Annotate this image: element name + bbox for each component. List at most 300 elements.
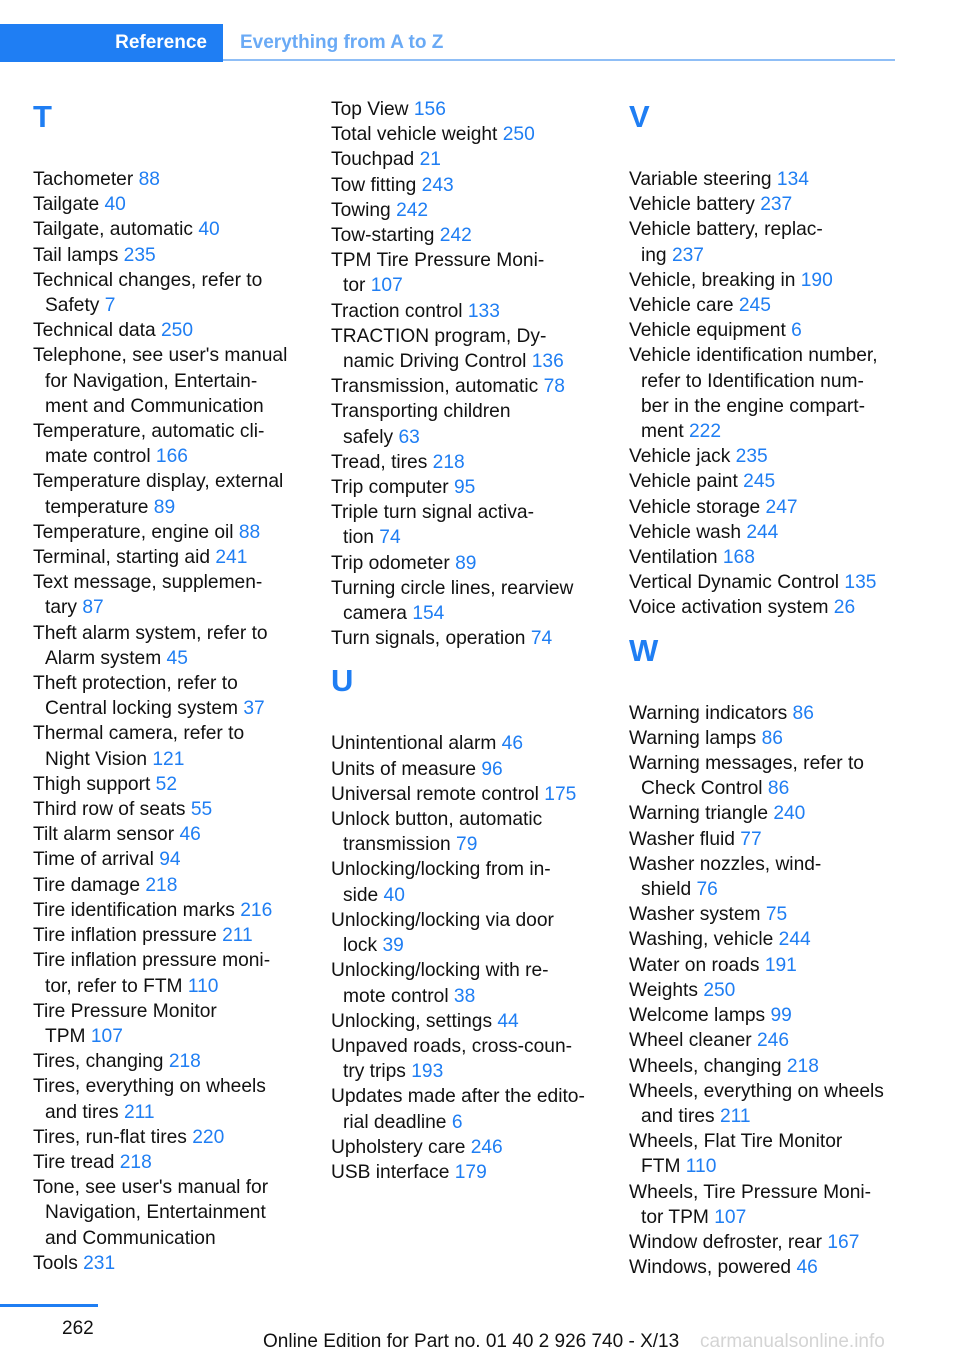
page-reference-link[interactable]: 166 — [155, 446, 188, 468]
index-entry-text: refer to Identification num- — [641, 370, 864, 392]
index-entry — [629, 469, 899, 494]
page-reference-link[interactable]: 86 — [767, 778, 790, 800]
page-reference-link[interactable]: 134 — [776, 169, 809, 190]
index-entry-text: Units of measure — [331, 758, 477, 780]
index-entry-text: Unlock button, automatic — [331, 809, 543, 831]
index-entry-text: Vehicle paint — [629, 471, 738, 493]
page-number: 262 — [62, 1318, 94, 1339]
index-entry — [33, 873, 308, 898]
index-entry-text: Washer fluid — [629, 828, 735, 850]
page-reference-link[interactable]: 156 — [413, 99, 446, 120]
index-entry-text: side — [343, 884, 379, 906]
index-entry-text: Technical data — [33, 320, 156, 342]
index-entry — [629, 827, 899, 852]
index-entry-text: Vehicle jack — [629, 446, 731, 468]
index-entry-text: Transmission, automatic — [331, 376, 539, 398]
index-entry-text: FTM — [641, 1156, 681, 1178]
page-reference-link[interactable]: 243 — [421, 174, 454, 196]
page-reference-link[interactable]: 87 — [82, 597, 104, 619]
index-entry-text: Upholstery care — [331, 1136, 466, 1158]
index-column-1 — [33, 97, 308, 1276]
index-entry — [33, 318, 308, 343]
index-entry-text: Variable steering — [629, 169, 772, 190]
index-entry-text: shield — [641, 879, 692, 901]
index-entry — [33, 721, 308, 771]
page-reference-link[interactable]: 242 — [396, 199, 429, 221]
page-reference-link[interactable]: 46 — [796, 1257, 818, 1279]
index-entry — [331, 757, 606, 782]
page-reference-link[interactable]: 218 — [168, 1051, 201, 1073]
index-entry-text: and tires — [641, 1105, 715, 1127]
page-reference-link[interactable]: 110 — [187, 975, 219, 997]
index-entry — [33, 1125, 308, 1150]
index-entry-text: Weights — [629, 979, 698, 1001]
page-reference-link[interactable]: 99 — [770, 1005, 792, 1027]
index-entry — [331, 500, 606, 550]
index-entry-text: Thermal camera, refer to — [33, 723, 245, 745]
index-entry-text: Unlocking/locking via door — [331, 909, 554, 931]
index-entry — [629, 701, 899, 726]
index-entry — [331, 173, 606, 198]
page-reference-link[interactable]: 237 — [760, 194, 793, 216]
index-entry — [331, 857, 606, 907]
index-entry-text: Turn signals, operation — [331, 628, 526, 650]
index-entry-text: tor — [343, 275, 366, 297]
page-reference-link[interactable]: 46 — [501, 733, 524, 755]
index-entry-text: Vehicle storage — [629, 496, 761, 518]
index-entry-text: Tire damage — [33, 874, 141, 896]
page-reference-link[interactable]: 7 — [104, 295, 116, 317]
index-column-2 — [331, 97, 606, 1185]
page-reference-link[interactable]: 95 — [454, 477, 476, 499]
index-entry — [629, 217, 899, 267]
index-entry-text: Vehicle wash — [629, 521, 741, 543]
index-entry — [331, 1084, 606, 1134]
index-entry-text: try trips — [343, 1061, 406, 1083]
index-entry-text: Navigation, Entertainment — [45, 1202, 266, 1224]
index-entry-text: Tires, run-flat tires — [33, 1126, 187, 1148]
index-entry-text: TPM — [45, 1025, 86, 1047]
index-entry — [331, 576, 606, 626]
index-entry — [33, 1049, 308, 1074]
page-reference-link[interactable]: 211 — [222, 925, 253, 947]
index-entry — [629, 1230, 899, 1255]
index-entry-text: Tools — [33, 1252, 78, 1274]
index-entry-text: Tires, everything on wheels — [33, 1076, 266, 1098]
index-entry — [33, 570, 308, 620]
index-entry-text: Warning indicators — [629, 702, 788, 724]
page-reference-link[interactable]: 246 — [757, 1030, 790, 1052]
index-entry-text: Wheels, everything on wheels — [629, 1080, 884, 1102]
page-reference-link[interactable]: 39 — [382, 935, 404, 957]
page-reference-link[interactable]: 179 — [454, 1161, 487, 1183]
page-reference-link[interactable]: 216 — [240, 899, 273, 921]
page-reference-link[interactable]: 52 — [155, 773, 178, 795]
page-reference-link[interactable]: 218 — [119, 1151, 152, 1173]
index-entry — [331, 475, 606, 500]
index-column-3 — [629, 97, 899, 1280]
index-entry-text: Vertical Dynamic Control — [629, 572, 840, 594]
page-reference-link[interactable]: 193 — [411, 1061, 444, 1083]
index-entry-text: Unlocking, settings — [331, 1010, 493, 1032]
index-entry-text: Central locking system — [45, 698, 239, 720]
index-entry — [331, 198, 606, 223]
page-reference-link[interactable]: 96 — [481, 758, 503, 780]
index-entry — [331, 1009, 606, 1034]
index-entry-text: Vehicle battery — [629, 194, 755, 216]
page-reference-link[interactable]: 78 — [543, 376, 565, 398]
index-entry-text: Washer system — [629, 904, 761, 926]
page-reference-link[interactable]: 244 — [778, 929, 811, 951]
page-reference-link[interactable]: 74 — [530, 628, 553, 650]
index-entry-text: Tire identification marks — [33, 899, 235, 921]
index-entry-text: Triple turn signal activa- — [331, 502, 534, 524]
index-entry-text: Safety — [45, 295, 100, 317]
index-entry-text: Universal remote control — [331, 783, 539, 805]
page-reference-link[interactable]: 38 — [453, 985, 476, 1007]
index-entry-text: temperature — [45, 496, 149, 518]
index-entry-text: tor, refer to FTM — [45, 975, 183, 997]
page-reference-link[interactable]: 40 — [198, 219, 220, 241]
index-entry — [629, 902, 899, 927]
index-entry — [629, 927, 899, 952]
index-entry-text: Tail lamps — [33, 244, 119, 266]
index-entry-text: Warning triangle — [629, 803, 768, 825]
page-reference-link[interactable]: 77 — [740, 828, 762, 850]
page-reference-link[interactable]: 136 — [531, 351, 564, 373]
page-reference-link[interactable]: 168 — [722, 547, 755, 569]
page-reference-link[interactable]: 222 — [689, 421, 722, 443]
index-entry-text: Tow fitting — [331, 174, 417, 196]
index-entry-text: rial deadline — [343, 1111, 447, 1133]
index-entry — [331, 299, 606, 324]
page-reference-link[interactable]: 245 — [743, 471, 776, 493]
index-entry — [33, 545, 308, 570]
index-entry — [33, 343, 308, 419]
index-entry — [629, 1079, 899, 1129]
index-entry — [629, 520, 899, 545]
index-entry-text: Warning lamps — [629, 727, 757, 749]
index-entry-text: Vehicle equipment — [629, 320, 786, 342]
index-entry-text: Technical changes, refer to — [33, 269, 263, 291]
index-entry — [629, 444, 899, 469]
header-divider — [223, 59, 895, 61]
page-reference-link[interactable]: 240 — [773, 803, 806, 825]
page-reference-link[interactable]: 241 — [215, 547, 248, 569]
index-letter-heading: W — [629, 632, 659, 668]
index-entry-text: Temperature, engine oil — [33, 521, 234, 543]
page-reference-link[interactable]: 40 — [383, 884, 405, 906]
index-entry — [33, 217, 308, 242]
page-reference-link[interactable]: 154 — [412, 603, 445, 625]
page-reference-link[interactable]: 75 — [765, 904, 788, 926]
index-entry — [629, 801, 899, 826]
index-entry-text: mate control — [45, 446, 151, 468]
index-entry — [629, 1028, 899, 1053]
index-entry — [33, 847, 308, 872]
index-entry-text: Text message, supplemen- — [33, 572, 263, 594]
page-reference-link[interactable]: 211 — [719, 1105, 751, 1127]
index-entry — [331, 1034, 606, 1084]
index-entry — [33, 192, 308, 217]
index-entry — [33, 797, 308, 822]
index-entry-text: Tilt alarm sensor — [33, 824, 175, 846]
index-entry — [331, 324, 606, 374]
page-reference-link[interactable]: 79 — [456, 834, 478, 856]
index-entry-text: Tone, see user's manual for — [33, 1177, 269, 1199]
index-letter-heading: V — [629, 99, 650, 134]
index-entry-text: Time of arrival — [33, 849, 154, 871]
index-entry — [629, 545, 899, 570]
index-entry — [33, 923, 308, 948]
index-entry-text: Unpaved roads, cross-coun- — [331, 1035, 573, 1057]
page-reference-link[interactable]: 86 — [792, 702, 814, 724]
page-reference-link[interactable]: 55 — [190, 799, 213, 821]
page-reference-link[interactable]: 218 — [145, 874, 178, 896]
page-reference-link[interactable]: 89 — [153, 496, 176, 518]
index-entry — [33, 268, 308, 318]
index-entry-text: Touchpad — [331, 149, 415, 171]
index-entry — [33, 419, 308, 469]
index-entry-text: Vehicle, breaking in — [629, 269, 796, 291]
index-entry — [33, 243, 308, 268]
index-entry-text: Trip odometer — [331, 552, 450, 574]
index-entry — [629, 751, 899, 801]
index-entry-text: Window defroster, rear — [629, 1231, 823, 1253]
index-entry-text: Windows, powered — [629, 1257, 792, 1279]
index-entry — [629, 726, 899, 751]
page-reference-link[interactable]: 167 — [827, 1231, 860, 1253]
index-entry — [33, 948, 308, 998]
page-reference-link[interactable]: 107 — [714, 1206, 747, 1228]
page-reference-link[interactable]: 218 — [432, 451, 465, 473]
page-reference-link[interactable]: 250 — [502, 124, 535, 146]
tab-reference[interactable]: Reference — [0, 24, 223, 62]
index-entry-text: and tires — [45, 1101, 119, 1123]
page-reference-link[interactable]: 88 — [238, 521, 261, 543]
index-entry-text: Wheels, changing — [629, 1055, 782, 1077]
index-entry — [33, 520, 308, 545]
index-entry-text: Trip computer — [331, 477, 449, 499]
edition-note: Online Edition for Part no. 01 40 2 926 740 - X/13 — [263, 1331, 680, 1352]
page-reference-link[interactable]: 76 — [696, 879, 718, 901]
index-entry-text: Water on roads — [629, 954, 760, 976]
index-entry-text: Vehicle care — [629, 295, 734, 317]
page-reference-link[interactable]: 231 — [83, 1252, 116, 1274]
index-entry-text: Wheels, Tire Pressure Moni- — [629, 1181, 872, 1203]
index-entry-text: Transporting children — [331, 401, 511, 423]
index-entry — [629, 293, 899, 318]
page-reference-link[interactable]: 86 — [761, 727, 783, 749]
index-entry-text: Ventilation — [629, 547, 718, 569]
index-entry — [331, 782, 606, 807]
index-entry-text: Tire tread — [33, 1151, 115, 1173]
page-reference-link[interactable]: 121 — [152, 748, 185, 770]
index-entry-text: Unlocking/locking from in- — [331, 859, 551, 881]
index-letter-heading: T — [33, 99, 52, 134]
index-entry-text: Theft protection, refer to — [33, 673, 238, 695]
index-entry-text: Tow-starting — [331, 225, 435, 247]
index-entry-text: mote control — [343, 985, 449, 1007]
index-entry-text: lock — [343, 935, 378, 957]
page-reference-link[interactable]: 218 — [786, 1055, 819, 1077]
index-entry-text: for Navigation, Entertain- — [45, 370, 258, 392]
index-entry-text: TPM Tire Pressure Moni- — [331, 250, 545, 272]
index-entry-text: Vehicle battery, replac- — [629, 219, 823, 241]
index-entry-text: Voice activation system — [629, 597, 829, 619]
index-entry-text: Towing — [331, 199, 391, 221]
index-entry — [629, 343, 899, 444]
page-reference-link[interactable]: 74 — [379, 527, 401, 549]
index-entry-text: ing — [641, 244, 667, 266]
page-reference-link[interactable]: 45 — [166, 647, 188, 669]
index-entry-text: Temperature, automatic cli- — [33, 421, 265, 443]
index-entry-text: ment — [641, 421, 684, 443]
index-entry — [331, 908, 606, 958]
index-entry — [331, 1160, 606, 1185]
index-entry-text: Tailgate, automatic — [33, 219, 193, 241]
page-reference-link[interactable]: 175 — [544, 783, 577, 805]
index-entry-text: Tailgate — [33, 194, 100, 216]
index-entry-text: Top View — [331, 99, 409, 120]
index-entry — [33, 1251, 308, 1276]
index-entry — [331, 122, 606, 147]
page-reference-link[interactable]: 235 — [735, 446, 768, 468]
index-entry-text: USB interface — [331, 1161, 450, 1183]
index-entry-text: Tire inflation pressure moni- — [33, 950, 271, 972]
page-reference-link[interactable]: 191 — [764, 954, 797, 976]
index-entry-text: Tire Pressure Monitor — [33, 1000, 217, 1022]
index-entry — [331, 731, 606, 756]
page-reference-link[interactable]: 242 — [439, 225, 472, 247]
page-reference-link[interactable]: 250 — [161, 320, 194, 342]
index-entry-text: ment and Communication — [45, 395, 264, 417]
page-reference-link[interactable]: 44 — [497, 1010, 519, 1032]
page-reference-link[interactable]: 6 — [451, 1111, 463, 1133]
index-entry-text: tor TPM — [641, 1206, 709, 1228]
index-entry — [629, 167, 899, 192]
index-entry-text: camera — [343, 603, 407, 625]
index-entry — [629, 495, 899, 520]
page-reference-link[interactable]: 26 — [833, 597, 856, 619]
page-reference-link[interactable]: 133 — [467, 300, 500, 322]
index-entry — [331, 807, 606, 857]
index-entry-text: tion — [343, 527, 374, 549]
index-entry — [629, 1003, 899, 1028]
index-entry — [33, 621, 308, 671]
index-entry — [331, 626, 606, 651]
index-entry-text: Warning messages, refer to — [629, 753, 864, 775]
index-entry-text: Welcome lamps — [629, 1005, 766, 1027]
index-entry — [331, 374, 606, 399]
page-header — [0, 24, 895, 62]
page-reference-link[interactable]: 110 — [685, 1156, 717, 1178]
index-entry-text: Turning circle lines, rearview — [331, 577, 574, 599]
index-entry — [331, 958, 606, 1008]
index-entry-text: Night Vision — [45, 748, 148, 770]
index-entry — [629, 1129, 899, 1179]
index-entry-text: tary — [45, 597, 77, 619]
index-entry-text: safely — [343, 426, 394, 448]
page-reference-link[interactable]: 21 — [419, 149, 441, 171]
index-entry — [331, 97, 606, 122]
page-reference-link[interactable]: 244 — [746, 521, 779, 543]
index-entry-text: Wheel cleaner — [629, 1030, 752, 1052]
index-entry-text: Tires, changing — [33, 1051, 164, 1073]
index-entry-text: Tread, tires — [331, 451, 428, 473]
index-entry — [33, 1175, 308, 1251]
index-entry — [629, 192, 899, 217]
index-entry — [629, 1255, 899, 1280]
index-entry — [331, 223, 606, 248]
index-entry — [629, 1180, 899, 1230]
page-reference-link[interactable]: 89 — [455, 552, 477, 574]
tab-everything-a-to-z[interactable]: Everything from A to Z — [240, 32, 444, 53]
index-entry — [629, 570, 899, 595]
index-entry-text: Total vehicle weight — [331, 124, 498, 146]
page-reference-link[interactable]: 46 — [179, 824, 201, 846]
page-reference-link[interactable]: 247 — [765, 496, 798, 518]
page-reference-link[interactable]: 246 — [470, 1136, 503, 1158]
page-reference-link[interactable]: 235 — [123, 244, 156, 266]
index-entry-text: Terminal, starting aid — [33, 547, 211, 569]
index-entry-text: Telephone, see user's manual — [33, 345, 288, 367]
index-entry-text: Temperature display, external — [33, 471, 284, 493]
index-entry-text: ber in the engine compart- — [641, 395, 865, 417]
index-entry-text: namic Driving Control — [343, 351, 527, 373]
index-entry — [33, 898, 308, 923]
index-entry — [33, 1150, 308, 1175]
page-reference-link[interactable]: 245 — [738, 295, 771, 317]
index-entry — [331, 399, 606, 449]
index-entry — [33, 167, 308, 192]
footer-accent-line — [0, 1304, 98, 1307]
index-entry-text: Tachometer — [33, 169, 134, 190]
index-entry — [33, 822, 308, 847]
index-entry-text: and Communication — [45, 1227, 216, 1249]
page-reference-link[interactable]: 6 — [791, 320, 802, 342]
index-entry — [33, 469, 308, 519]
index-entry-text: Traction control — [331, 300, 463, 322]
index-entry-text: Wheels, Flat Tire Monitor — [629, 1131, 843, 1153]
page-reference-link[interactable]: 220 — [192, 1126, 225, 1148]
index-entry — [629, 852, 899, 902]
page-reference-link[interactable]: 135 — [844, 572, 877, 594]
index-entry-text: Unintentional alarm — [331, 733, 497, 755]
index-entry — [33, 999, 308, 1049]
page-reference-link[interactable]: 190 — [800, 269, 833, 291]
page-reference-link[interactable]: 107 — [370, 275, 403, 297]
page-reference-link[interactable]: 107 — [90, 1025, 123, 1047]
index-entry — [33, 1074, 308, 1124]
page-reference-link[interactable]: 40 — [104, 194, 126, 216]
page-reference-link[interactable]: 211 — [123, 1101, 155, 1123]
index-entry — [331, 1135, 606, 1160]
page-reference-link[interactable]: 37 — [243, 698, 265, 720]
page-reference-link[interactable]: 237 — [671, 244, 704, 266]
page-reference-link[interactable]: 250 — [703, 979, 736, 1001]
watermark: carmanualsonline.info — [700, 1331, 885, 1352]
index-entry — [629, 268, 899, 293]
index-entry-text: transmission — [343, 834, 451, 856]
index-entry — [629, 953, 899, 978]
page-reference-link[interactable]: 94 — [159, 849, 181, 871]
index-entry-text: Third row of seats — [33, 799, 186, 821]
index-entry — [629, 978, 899, 1003]
page-reference-link[interactable]: 88 — [138, 169, 160, 190]
page-reference-link[interactable]: 63 — [398, 426, 420, 448]
index-entry-text: Theft alarm system, refer to — [33, 622, 268, 644]
